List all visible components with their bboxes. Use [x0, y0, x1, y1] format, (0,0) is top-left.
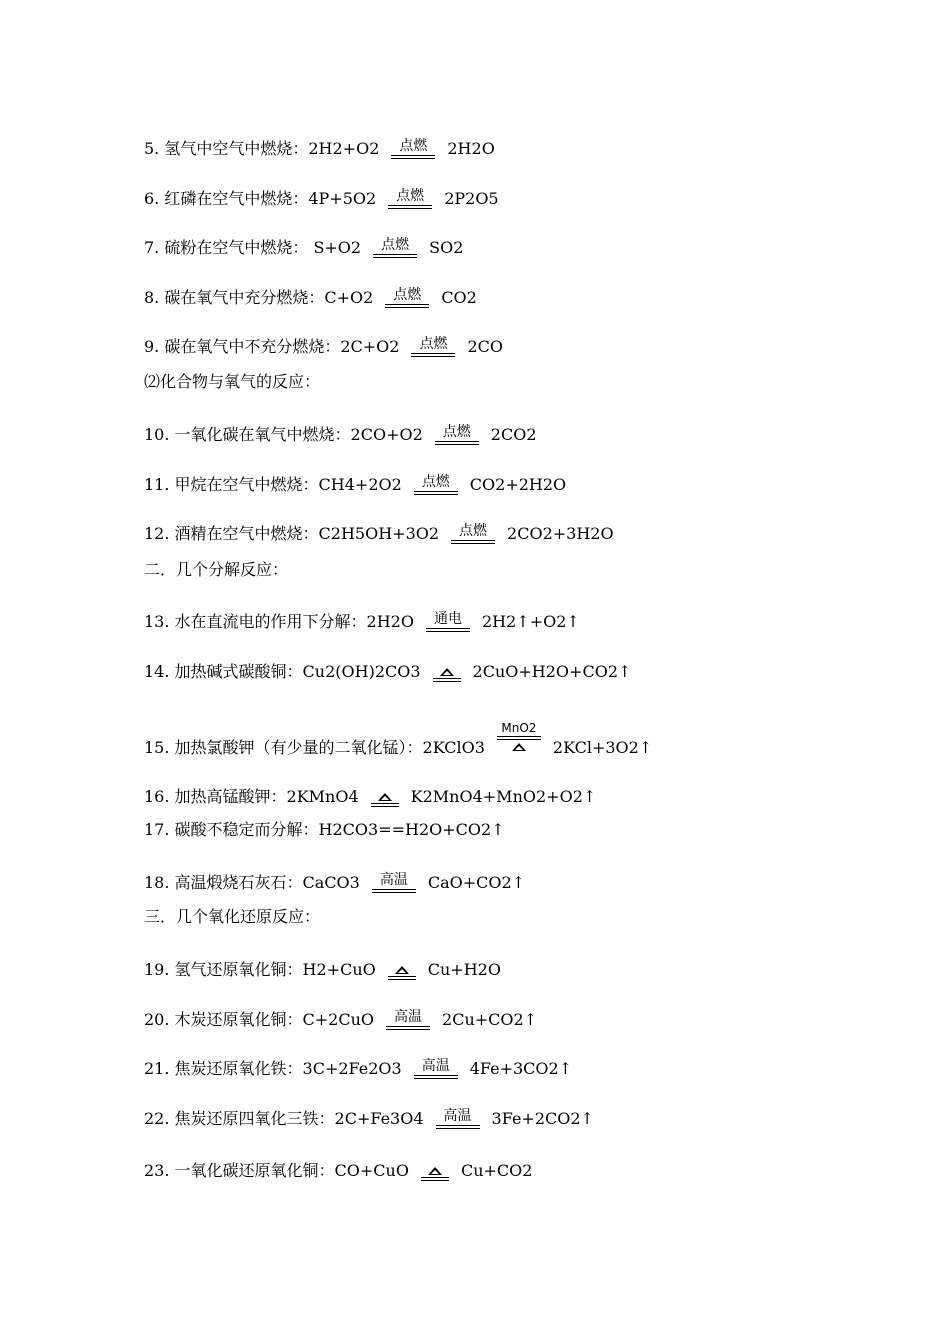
- reaction-16: [144, 787, 596, 807]
- reaction-7-reactants: 7. 硫粉在空气中燃烧： S+O2: [144, 238, 362, 257]
- reaction-16-reactants: 16. 加热高锰酸钾：2KMnO4: [144, 787, 359, 806]
- reaction-15-products: 2KCl+3O2↑: [552, 738, 653, 757]
- reaction-condition: [372, 872, 416, 893]
- reaction-11-reactants: 11. 甲烷在空气中燃烧：CH4+2O2: [144, 475, 402, 494]
- heat-triangle-icon: [395, 966, 409, 974]
- reaction-condition: [371, 793, 399, 807]
- condition-label: 点燃: [396, 188, 425, 204]
- equals-bar: [421, 1177, 449, 1181]
- reaction-condition: [414, 474, 458, 495]
- reaction-10: [144, 424, 537, 445]
- reaction-23-products: Cu+CO2: [460, 1161, 533, 1180]
- reaction-10-reactants: 10. 一氧化碳在氧气中燃烧：2CO+O2: [144, 425, 423, 444]
- equals-bar: [388, 205, 432, 209]
- equals-bar: [373, 254, 417, 258]
- condition-label: 点燃: [421, 474, 450, 490]
- reaction-condition: [388, 188, 432, 209]
- equals-bar: [388, 976, 416, 980]
- reaction-6-reactants: 6. 红磷在空气中燃烧：4P+5O2: [144, 189, 377, 208]
- reaction-22-reactants: 22. 焦炭还原四氧化三铁：2C+Fe3O4: [144, 1109, 424, 1128]
- reaction-18: [144, 872, 525, 893]
- reaction-18-products: CaO+CO2↑: [427, 873, 526, 892]
- reaction-19: [144, 960, 501, 980]
- condition-label: 点燃: [399, 138, 428, 154]
- catalyst-label: MnO2: [501, 721, 537, 735]
- reaction-condition: [385, 287, 429, 308]
- equals-bar: [426, 628, 470, 632]
- reaction-16-products: K2MnO4+MnO2+O2↑: [410, 787, 597, 806]
- reaction-13: [144, 611, 580, 632]
- equals-bar: [497, 736, 541, 740]
- equals-bar: [372, 889, 416, 893]
- reaction-6: [144, 188, 499, 209]
- reaction-condition: [436, 1108, 480, 1129]
- reaction-21-reactants: 21. 焦炭还原氧化铁：3C+2Fe2O3: [144, 1059, 402, 1078]
- reaction-11: [144, 474, 566, 495]
- condition-label: 点燃: [459, 523, 488, 539]
- section-heading-redox: 三．几个氧化还原反应：: [144, 907, 321, 926]
- reaction-7-products: SO2: [429, 238, 464, 257]
- reaction-21-products: 4Fe+3CO2↑: [469, 1059, 573, 1078]
- reaction-20-reactants: 20. 木炭还原氧化铜：C+2CuO: [144, 1010, 375, 1029]
- reaction-11-products: CO2+2H2O: [469, 475, 567, 494]
- reaction-condition: [497, 721, 541, 752]
- reaction-15-reactants: 15. 加热氯酸钾（有少量的二氧化锰）：2KClO3: [144, 738, 485, 757]
- reaction-20: [144, 1009, 537, 1030]
- reaction-19-products: Cu+H2O: [427, 960, 501, 979]
- equals-bar: [411, 353, 455, 357]
- equals-bar: [386, 1026, 430, 1030]
- reaction-condition: [433, 668, 461, 682]
- condition-label: 点燃: [393, 287, 422, 303]
- reaction-18-reactants: 18. 高温煅烧石灰石：CaCO3: [144, 873, 360, 892]
- reaction-5-products: 2H2O: [447, 139, 495, 158]
- reaction-12-products: 2CO2+3H2O: [507, 524, 614, 543]
- reaction-6-products: 2P2O5: [444, 189, 499, 208]
- reaction-7: [144, 237, 463, 258]
- reaction-5: [144, 138, 495, 159]
- reaction-12: [144, 523, 614, 544]
- heat-triangle-icon: [378, 793, 392, 801]
- reaction-condition: [414, 1058, 458, 1079]
- condition-label: 高温: [443, 1108, 472, 1124]
- equals-bar: [371, 803, 399, 807]
- reaction-8-reactants: 8. 碳在氧气中充分燃烧：C+O2: [144, 288, 374, 307]
- reaction-condition: [388, 966, 416, 980]
- reaction-12-reactants: 12. 酒精在空气中燃烧：C2H5OH+3O2: [144, 524, 440, 543]
- condition-label: 点燃: [381, 237, 410, 253]
- reaction-9: [144, 336, 503, 357]
- equals-bar: [451, 540, 495, 544]
- equals-bar: [414, 491, 458, 495]
- section-heading-decomposition: 二．几个分解反应：: [144, 560, 289, 579]
- section-heading-compound-oxygen: ⑵化合物与氧气的反应：: [144, 372, 321, 391]
- condition-label: 点燃: [442, 424, 471, 440]
- heat-triangle-icon: [512, 743, 526, 751]
- heat-triangle-icon: [440, 668, 454, 676]
- reaction-condition: [435, 424, 479, 445]
- reaction-8: [144, 287, 477, 308]
- reaction-23-reactants: 23. 一氧化碳还原氧化铜：CO+CuO: [144, 1161, 409, 1180]
- reaction-19-reactants: 19. 氢气还原氧化铜：H2+CuO: [144, 960, 376, 979]
- equals-bar: [385, 304, 429, 308]
- reaction-14-reactants: 14. 加热碱式碳酸铜：Cu2(OH)2CO3: [144, 662, 421, 681]
- reaction-condition: [426, 611, 470, 632]
- reaction-14: [144, 662, 631, 682]
- reaction-13-reactants: 13. 水在直流电的作用下分解：2H2O: [144, 612, 414, 631]
- reaction-22: [144, 1108, 594, 1129]
- reaction-8-products: CO2: [441, 288, 477, 307]
- reaction-22-products: 3Fe+2CO2↑: [491, 1109, 594, 1128]
- equals-bar: [391, 155, 435, 159]
- equals-bar: [414, 1075, 458, 1079]
- reaction-23: [144, 1161, 532, 1181]
- reaction-9-reactants: 9. 碳在氧气中不充分燃烧：2C+O2: [144, 337, 400, 356]
- condition-label: 高温: [421, 1058, 450, 1074]
- condition-label: 高温: [394, 1009, 423, 1025]
- reaction-20-products: 2Cu+CO2↑: [442, 1010, 538, 1029]
- reaction-13-products: 2H2↑+O2↑: [481, 612, 580, 631]
- reaction-condition: [386, 1009, 430, 1030]
- reaction-condition: [391, 138, 435, 159]
- reaction-condition: [411, 336, 455, 357]
- reaction-17: 17. 碳酸不稳定而分解：H2CO3==H2O+CO2↑: [144, 820, 505, 839]
- reaction-14-products: 2CuO+H2O+CO2↑: [472, 662, 632, 681]
- reaction-15: [144, 721, 653, 758]
- reaction-9-products: 2CO: [467, 337, 504, 356]
- reaction-condition: [451, 523, 495, 544]
- reaction-condition: [421, 1167, 449, 1181]
- equals-bar: [436, 1125, 480, 1129]
- equals-bar: [433, 678, 461, 682]
- condition-label: 高温: [379, 872, 408, 888]
- reaction-21: [144, 1058, 572, 1079]
- reaction-5-reactants: 5. 氢气中空气中燃烧：2H2+O2: [144, 139, 380, 158]
- heat-triangle-icon: [428, 1167, 442, 1175]
- condition-label: 通电: [433, 611, 462, 627]
- reaction-10-products: 2CO2: [490, 425, 537, 444]
- condition-label: 点燃: [419, 336, 448, 352]
- reaction-condition: [373, 237, 417, 258]
- equals-bar: [435, 441, 479, 445]
